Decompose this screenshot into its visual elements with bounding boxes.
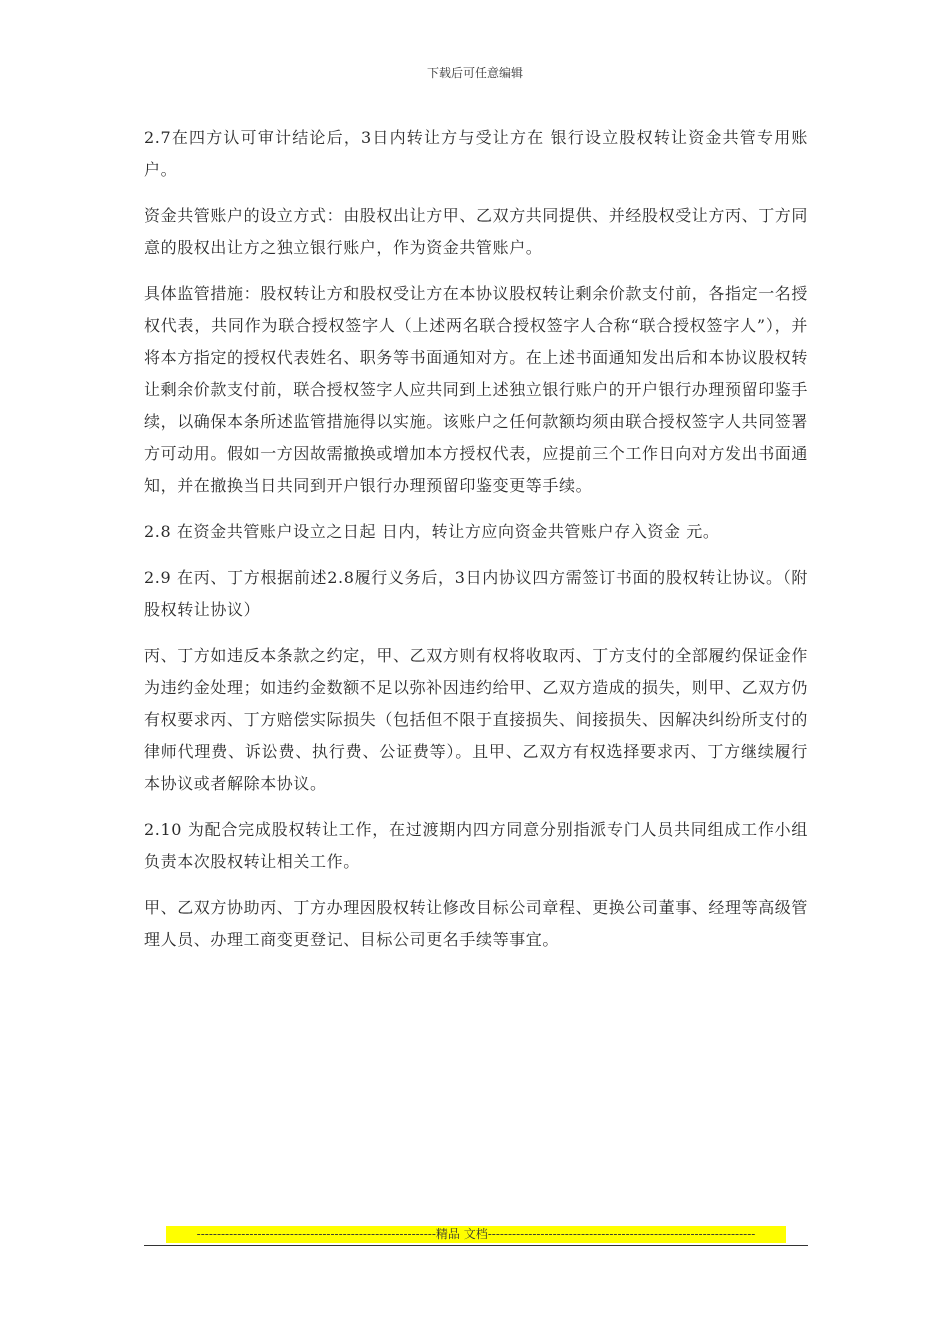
footer-highlight-text: -----------------------------------------------------------精品 文档------------------------------------------------------------------ — [166, 1226, 786, 1243]
paragraph-breach: 丙、丁方如违反本条款之约定，甲、乙双方则有权将收取丙、丁方支付的全部履约保证金作为违约金处理；如违约金数额不足以弥补因违约给甲、乙双方造成的损失，则甲、乙双方仍有权要求丙、丁方赔偿实际损失（包括但不限于直接损失、间接损失、因解决纠纷所支付的律师代理费、诉讼费、执行费、公证费等）。且甲、乙双方有权选择要求丙、丁方继续履行本协议或者解除本协议。 — [144, 646, 809, 793]
paragraph-supervision-measures: 具体监管措施：股权转让方和股权受让方在本协议股权转让剩余价款支付前，各指定一名授权代表，共同作为联合授权签字人（上述两名联合授权签字人合称“联合授权签字人”），并将本方指定的授权代表姓名、职务等书面通知对方。在上述书面通知发出后和本协议股权转让剩余价款支付前，联合授权签字人应共同到上述独立银行账户的开户银行办理预留印鉴手续，以确保本条所述监管措施得以实施。该账户之任何款额均须由联合授权签字人共同签署方可动用。假如一方因故需撤换或增加本方授权代表，应提前三个工作日向对方发出书面通知，并在撤换当日共同到开户银行办理预留印鉴变更等手续。 — [144, 284, 809, 495]
paragraph-2-7: 2.7在四方认可审计结论后，3日内转让方与受让方在 银行设立股权转让资金共管专用账户。 — [144, 128, 808, 179]
page-header-note: 下载后可任意编辑 — [426, 66, 523, 80]
paragraph-account-setup: 资金共管账户的设立方式：由股权出让方甲、乙双方共同提供、并经股权受让方丙、丁方同意的股权出让方之独立银行账户，作为资金共管账户。 — [144, 206, 809, 257]
footer-rule-line — [144, 1245, 808, 1246]
paragraph-2-10: 2.10 为配合完成股权转让工作，在过渡期内四方同意分别指派专门人员共同组成工作小组负责本次股权转让相关工作。 — [144, 820, 808, 871]
paragraph-2-8: 2.8 在资金共管账户设立之日起 日内，转让方应向资金共管账户存入资金 元。 — [144, 522, 720, 541]
paragraph-2-9: 2.9 在丙、丁方根据前述2.8履行义务后，3日内协议四方需签订书面的股权转让协议。（附股权转让协议） — [144, 568, 808, 619]
page-footer — [144, 1226, 808, 1246]
paragraph-assistance: 甲、乙双方协助丙、丁方办理因股权转让修改目标公司章程、更换公司董事、经理等高级管理人员、办理工商变更登记、目标公司更名手续等事宜。 — [144, 898, 809, 949]
document-body — [144, 122, 808, 970]
